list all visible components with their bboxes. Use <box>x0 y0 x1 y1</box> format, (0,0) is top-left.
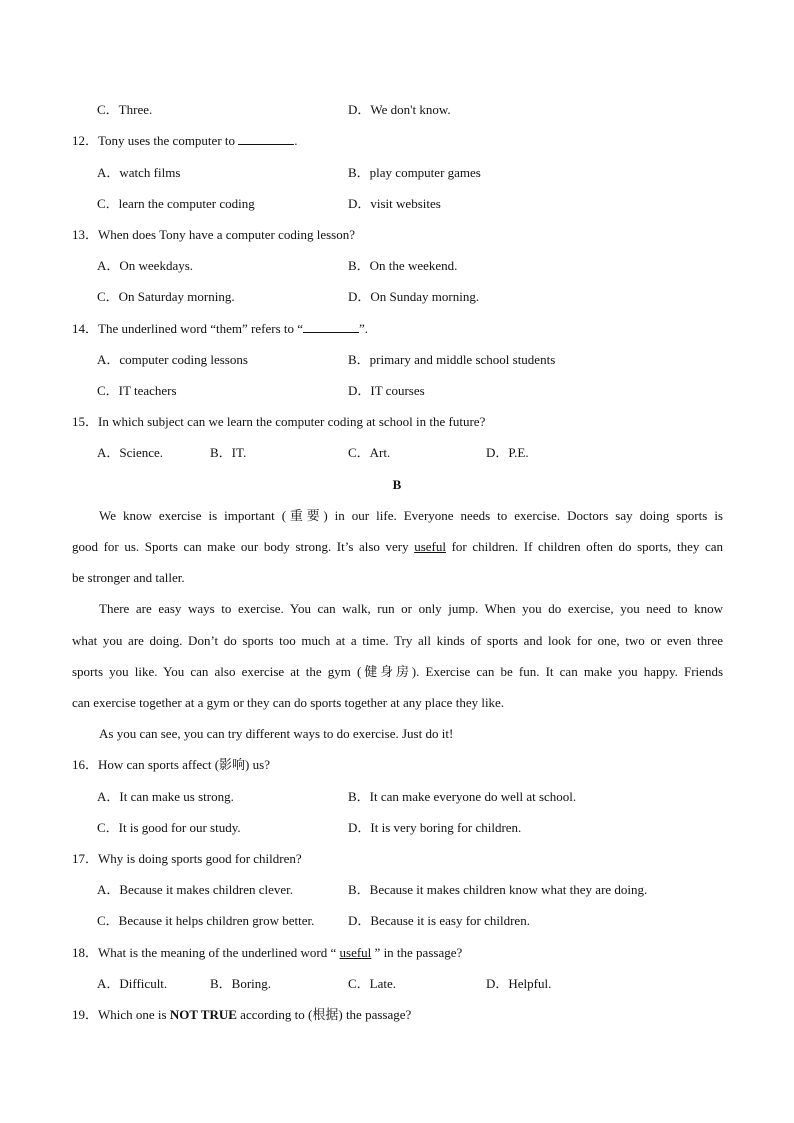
q18-option-d: D．Helpful. <box>486 976 552 991</box>
q16-option-c: C．It is good for our study. <box>97 820 241 835</box>
q13-option-c: C．On Saturday morning. <box>97 289 235 304</box>
q14-option-b: B．primary and middle school students <box>348 352 556 367</box>
q12-stem-text: 12．Tony uses the computer to <box>72 133 239 148</box>
q16-option-a: A．It can make us strong. <box>97 789 234 804</box>
q13-option-a: A．On weekdays. <box>97 258 194 273</box>
q18-option-a: A．Difficult. <box>97 976 168 991</box>
q14-stem-end: ”. <box>359 321 369 336</box>
q19-stem-end: according to (根据) the passage? <box>236 1007 412 1022</box>
passage-p2-line3: sports you like. You can also exercise at the gym (健身房). Exercise can be fun. It can make you happy. Friends <box>72 664 723 679</box>
q11-option-c: C．Three. <box>97 102 153 117</box>
q19-stem <box>72 1007 411 1023</box>
answer-blank <box>303 321 359 333</box>
q15-stem: 15．In which subject can we learn the computer coding at school in the future? <box>72 414 486 429</box>
q14-stem <box>72 321 368 337</box>
q17-option-c: C．Because it helps children grow better. <box>97 913 315 928</box>
q12-stem-end: . <box>294 133 298 148</box>
q18-stem-end: ” in the passage? <box>371 945 463 960</box>
q14-option-c: C．IT teachers <box>97 383 177 398</box>
answer-blank <box>238 133 294 145</box>
q13-stem: 13．When does Tony have a computer coding lesson? <box>72 227 355 242</box>
passage-p2-line1: There are easy ways to exercise. You can walk, run or only jump. When you do exercise, you need to know <box>99 601 723 616</box>
q18-option-c: C．Late. <box>348 976 397 991</box>
q12-option-d: D．visit websites <box>348 196 441 211</box>
passage-p1-line1: We know exercise is important (重要) in our life. Everyone needs to exercise. Doctors say doing sports is <box>99 508 723 523</box>
q14-option-a: A．computer coding lessons <box>97 352 248 367</box>
q17-option-a: A．Because it makes children clever. <box>97 882 294 897</box>
underlined-word: useful <box>339 945 372 960</box>
q12-option-a: A．watch films <box>97 165 181 180</box>
q16-option-b: B．It can make everyone do well at school. <box>348 789 577 804</box>
q17-option-b: B．Because it makes children know what they are doing. <box>348 882 648 897</box>
q16-option-d: D．It is very boring for children. <box>348 820 522 835</box>
q12-option-b: B．play computer games <box>348 165 481 180</box>
section-heading: B <box>392 477 402 492</box>
q12-stem <box>72 133 298 149</box>
passage-text: for children. If children often do sports, they can <box>445 539 723 554</box>
passage-p2-line2: what you are doing. Don’t do sports too much at a time. Try all kinds of sports and look for one, two or even three <box>72 633 723 648</box>
q18-option-b: B．Boring. <box>210 976 272 991</box>
q14-option-d: D．IT courses <box>348 383 425 398</box>
bold-emphasis: NOT TRUE <box>169 1007 237 1022</box>
passage-text: good for us. Sports can make our body strong. It’s also very <box>72 539 415 554</box>
q15-option-d: D．P.E. <box>486 445 529 460</box>
q14-stem-text: 14．The underlined word “them” refers to “ <box>72 321 304 336</box>
passage-p3-line1: As you can see, you can try different ways to do exercise. Just do it! <box>99 726 454 741</box>
q13-option-b: B．On the weekend. <box>348 258 458 273</box>
underlined-word: useful <box>414 539 446 554</box>
q18-stem-text: 18．What is the meaning of the underlined word “ <box>72 945 340 960</box>
q19-stem-text: 19．Which one is <box>72 1007 170 1022</box>
q18-stem <box>72 945 462 961</box>
q11-option-d: D．We don't know. <box>348 102 451 117</box>
q13-option-d: D．On Sunday morning. <box>348 289 480 304</box>
q12-option-c: C．learn the computer coding <box>97 196 255 211</box>
q15-option-b: B．IT. <box>210 445 247 460</box>
passage-p1-line2 <box>72 539 723 555</box>
passage-p2-line4: can exercise together at a gym or they can do sports together at any place they like. <box>72 695 505 710</box>
q15-option-a: A．Science. <box>97 445 164 460</box>
passage-p1-line3: be stronger and taller. <box>72 570 185 585</box>
q17-option-d: D．Because it is easy for children. <box>348 913 530 928</box>
q15-option-c: C．Art. <box>348 445 391 460</box>
q17-stem: 17．Why is doing sports good for children? <box>72 851 302 866</box>
q16-stem: 16．How can sports affect (影响) us? <box>72 757 270 772</box>
